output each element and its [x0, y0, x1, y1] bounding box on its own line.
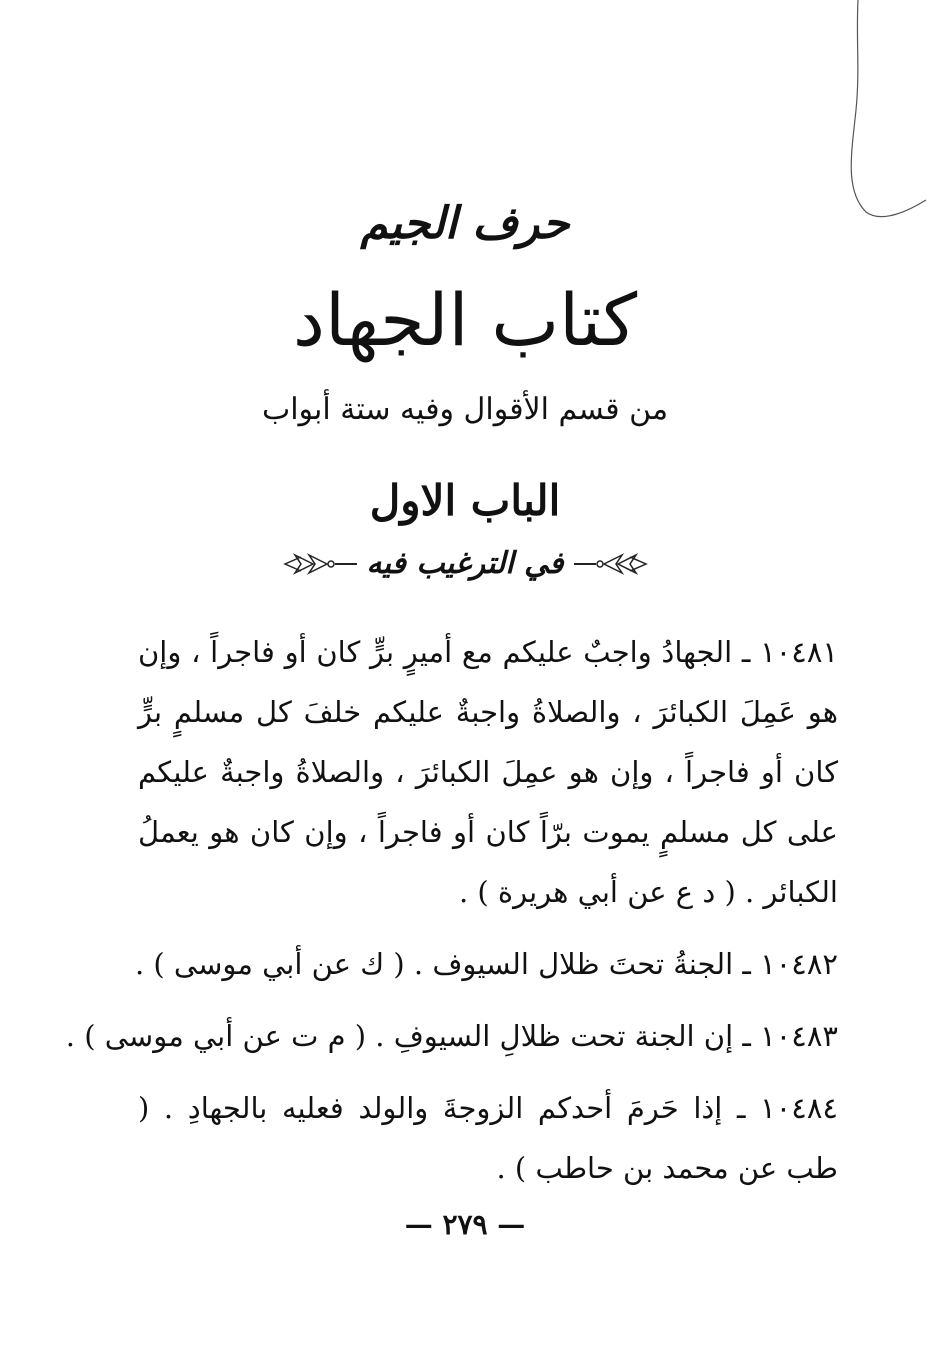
section-title: في الترغيب فيه	[366, 546, 564, 581]
chapter-title: الباب الاول	[369, 476, 561, 525]
hadith-entry: ١٠٤٨١ ـ الجهادُ واجبٌ عليكم مع أميرٍ برٍّ كان أو فاجراً ، وإن هو عَمِلَ الكبائرَ ، والصلاةُ واجبةٌ عليكم خلفَ كل مسلمٍ برٍّ كان أو فاجراً ، وإن هو عمِلَ الكبائرَ ، والصلاةُ واجبةٌ عليكم على كل مسلمٍ يموت برّاً كان أو فاجراً ، وإن كان هو يعملُ الكبائر . ( د ع عن أبي هريرة ) .	[138, 635, 838, 909]
book-subtitle: من قسم الأقوال وفيه ستة أبواب	[261, 392, 669, 427]
hadith-entry: ١٠٤٨٣ ـ إن الجنة تحت ظلالِ السيوفِ . ( م ت عن أبي موسى ) .	[65, 1019, 838, 1053]
ornament-left-icon	[279, 551, 359, 577]
hadith-entry: ١٠٤٨٢ ـ الجنةُ تحتَ ظلال السيوف . ( ك عن أبي موسى ) .	[134, 947, 838, 981]
ornament-right-icon	[572, 551, 652, 577]
page-edge-curve	[830, 0, 930, 230]
section-heading	[0, 546, 930, 581]
hadith-list	[65, 622, 838, 1210]
page-number: — ٢٧٩ —	[404, 1208, 526, 1241]
book-title: كتاب الجهاد	[292, 278, 638, 362]
hadith-entry: ١٠٤٨٤ ـ إذا حَرمَ أحدكم الزوجةَ والولد فعليه بالجهادِ . ( طب عن محمد بن حاطب ) .	[138, 1091, 838, 1185]
letter-heading: حرف الجيم	[360, 198, 570, 249]
